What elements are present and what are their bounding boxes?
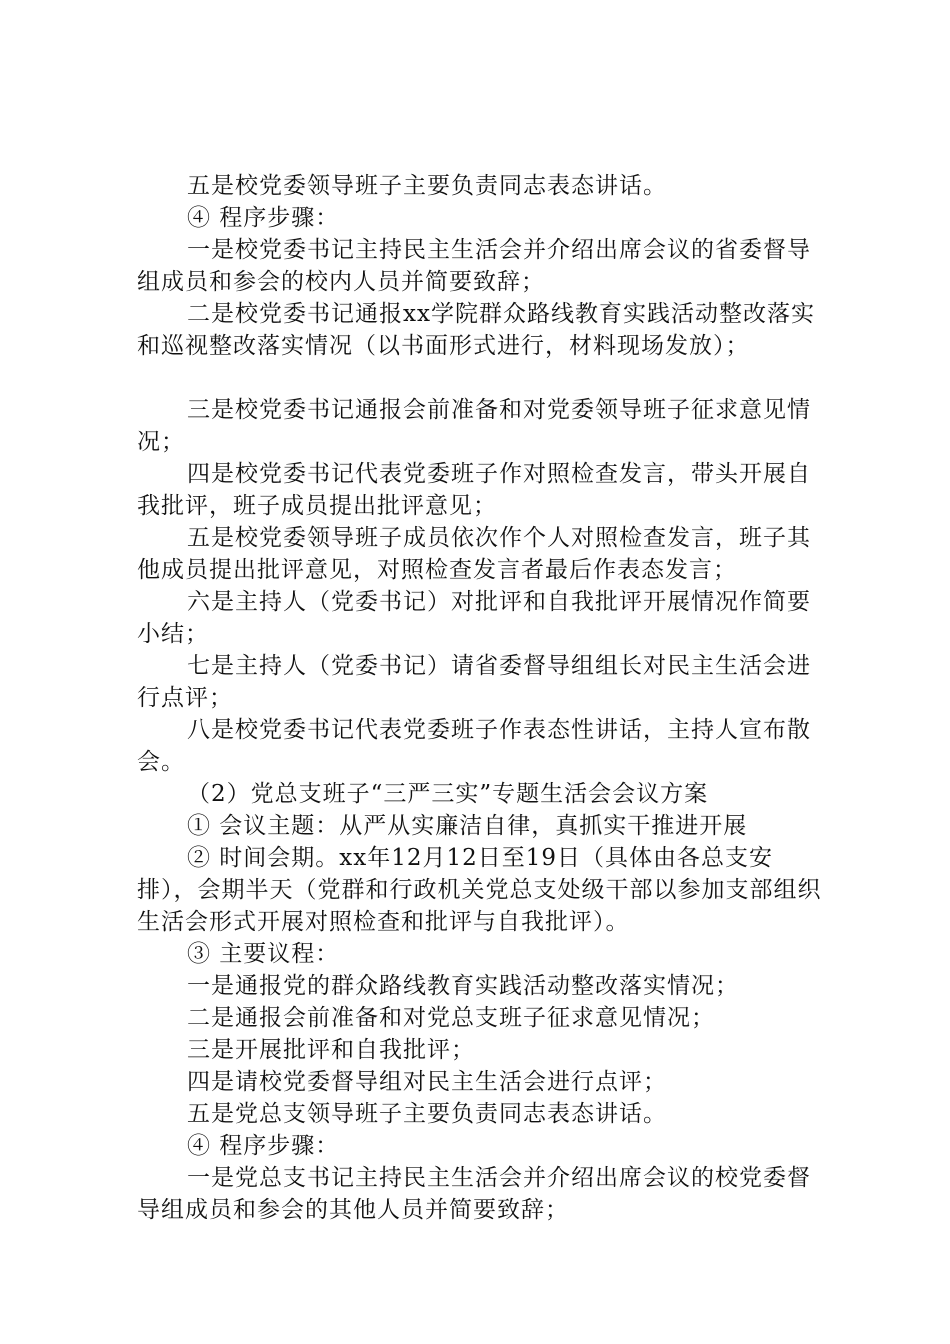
document-body — [137, 170, 827, 1226]
paragraph: 五是校党委领导班子成员依次作个人对照检查发言，班子其他成员提出批评意见，对照检查发言者最后作表态发言； — [137, 525, 811, 583]
paragraph: 五是党总支领导班子主要负责同志表态讲话。 — [187, 1101, 667, 1127]
paragraph: 七是主持人（党委书记）请省委督导组组长对民主生活会进行点评； — [137, 653, 811, 711]
paragraph: ④ 程序步骤： — [187, 205, 340, 231]
paragraph: ④ 程序步骤： — [187, 1133, 340, 1159]
paragraph: 六是主持人（党委书记）对批评和自我批评开展情况作简要小结； — [137, 589, 811, 647]
paragraph: 五是校党委领导班子主要负责同志表态讲话。 — [187, 173, 667, 199]
paragraph: 二是校党委书记通报xx学院群众路线教育实践活动整改落实和巡视整改落实情况（以书面形式进行，材料现场发放）； — [137, 301, 815, 359]
paragraph: 一是党总支书记主持民主生活会并介绍出席会议的校党委督导组成员和参会的其他人员并简要致辞； — [137, 1165, 811, 1223]
paragraph: ③ 主要议程： — [187, 941, 340, 967]
section-heading: （2）党总支班子“三严三实”专题生活会会议方案 — [187, 781, 709, 807]
paragraph: 一是通报党的群众路线教育实践活动整改落实情况； — [187, 973, 739, 999]
paragraph: 三是开展批评和自我批评； — [187, 1037, 475, 1063]
paragraph: 三是校党委书记通报会前准备和对党委领导班子征求意见情况； — [137, 397, 811, 455]
paragraph: 四是请校党委督导组对民主生活会进行点评； — [187, 1069, 667, 1095]
paragraph: ② 时间会期。xx年12月12日至19日（具体由各总支安排），会期半天（党群和行政机关党总支处级干部以参加支部组织生活会形式开展对照检查和批评与自我批评）。 — [137, 845, 822, 935]
paragraph: 一是校党委书记主持民主生活会并介绍出席会议的省委督导组成员和参会的校内人员并简要致辞； — [137, 237, 811, 295]
paragraph: 八是校党委书记代表党委班子作表态性讲话，主持人宣布散会。 — [137, 717, 811, 775]
paragraph: 四是校党委书记代表党委班子作对照检查发言，带头开展自我批评，班子成员提出批评意见； — [137, 461, 811, 519]
blank-line — [137, 362, 827, 394]
paragraph: 二是通报会前准备和对党总支班子征求意见情况； — [187, 1005, 715, 1031]
paragraph: ① 会议主题：从严从实廉洁自律，真抓实干推进开展 — [187, 813, 748, 839]
